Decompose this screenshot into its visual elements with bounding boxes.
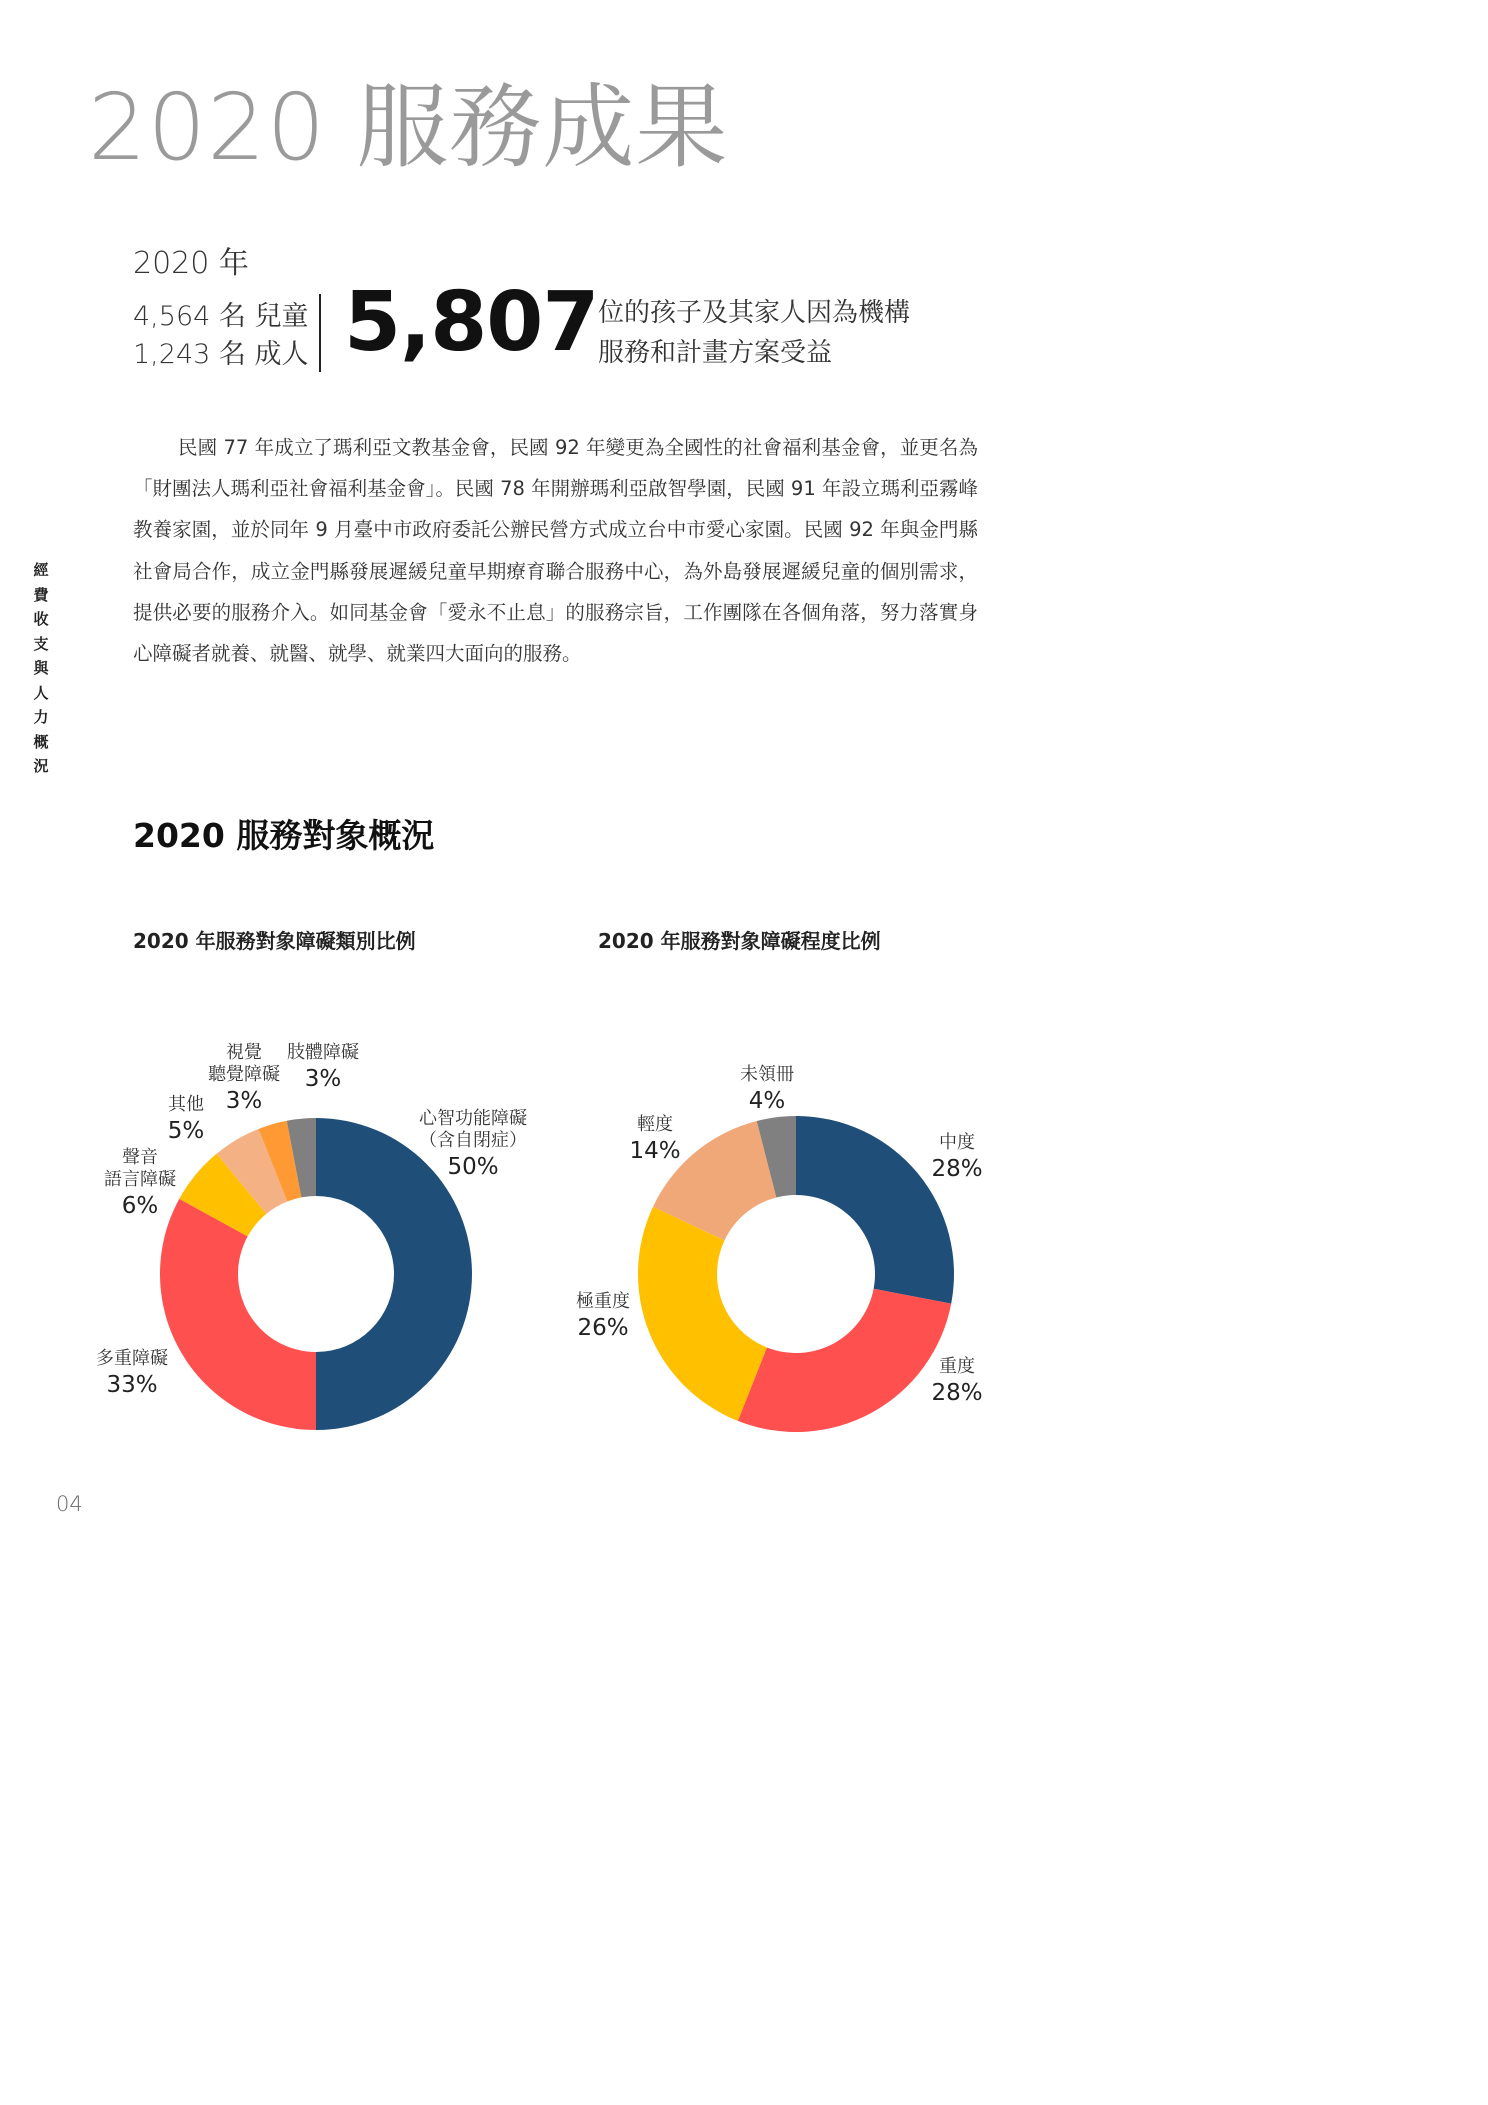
donut-slice [638, 1207, 767, 1421]
slice-label: 肢體障礙 [287, 1042, 359, 1063]
slice-value-label: 28% [931, 1380, 983, 1406]
slice-label: 多重障礙 [96, 1348, 168, 1369]
page-title: 2020 服務成果 [88, 74, 729, 181]
chart-title-disability-severity: 2020 年服務對象障礙程度比例 [598, 929, 881, 953]
slice-value-label: 33% [106, 1372, 158, 1398]
slice-label: 心智功能障礙 [419, 1108, 527, 1129]
slice-label: （含自閉症） [419, 1130, 527, 1151]
page-number: 04 [56, 1492, 83, 1516]
slice-value-label: 5% [167, 1118, 205, 1144]
slice-label: 聲音 [122, 1147, 158, 1168]
slice-value-label: 3% [225, 1088, 263, 1114]
slice-label: 重度 [939, 1356, 975, 1377]
slice-label: 極重度 [576, 1291, 630, 1312]
benefit-text-line-1: 位的孩子及其家人因為機構 [598, 298, 911, 328]
children-count: 4,564 名 兒童 [133, 301, 309, 332]
slice-label: 其他 [168, 1094, 204, 1115]
slice-value-label: 26% [577, 1315, 629, 1341]
slice-value-label: 14% [629, 1138, 681, 1164]
benefit-text-line-2: 服務和計畫方案受益 [598, 338, 833, 368]
slice-label: 聽覺障礙 [208, 1064, 280, 1085]
disability-severity-donut [576, 1064, 983, 1432]
slice-value-label: 4% [748, 1088, 786, 1114]
donut-slice [160, 1199, 316, 1430]
side-section-label: 經費收支與人力概況 [33, 561, 49, 775]
slice-value-label: 6% [121, 1193, 159, 1219]
year-label: 2020 年 [133, 246, 249, 281]
total-beneficiaries: 5,807 [344, 275, 599, 370]
slice-label: 視覺 [226, 1042, 262, 1063]
slice-label: 未領冊 [740, 1064, 794, 1085]
chart-title-disability-type: 2020 年服務對象障礙類別比例 [133, 929, 416, 953]
slice-value-label: 3% [304, 1066, 342, 1092]
adults-count: 1,243 名 成人 [133, 339, 309, 370]
donut-slice [796, 1116, 954, 1304]
slice-label: 輕度 [637, 1114, 673, 1135]
section-heading: 2020 服務對象概況 [133, 816, 435, 855]
intro-paragraph: 民國 77 年成立了瑪利亞文教基金會，民國 92 年變更為全國性的社會福利基金會，並更名為「財團法人瑪利亞社會福利基金會」。民國 78 年開辦瑪利亞啟智學園，民國 91 年設立瑪利亞霧峰教養家園，並於同年 9 月臺中市政府委託公辦民營方式成立台中市愛心家園。民國 92 年與金門縣社會局合作，成立金門縣發展遲緩兒童早期療育聯合服務中心，為外島發展遲緩兒童的個別需求，提供必要的服務介入。如同基金會「愛永不止息」的服務宗旨，工作團隊在各個角落，努力落實身心障礙者就養、就醫、就學、就業四大面向的服務。 [133, 436, 978, 666]
slice-value-label: 50% [447, 1154, 499, 1180]
slice-value-label: 28% [931, 1156, 983, 1182]
slice-label: 中度 [939, 1132, 975, 1153]
donut-slice [738, 1289, 951, 1432]
disability-type-donut [96, 1042, 527, 1430]
slice-label: 語言障礙 [104, 1169, 176, 1190]
